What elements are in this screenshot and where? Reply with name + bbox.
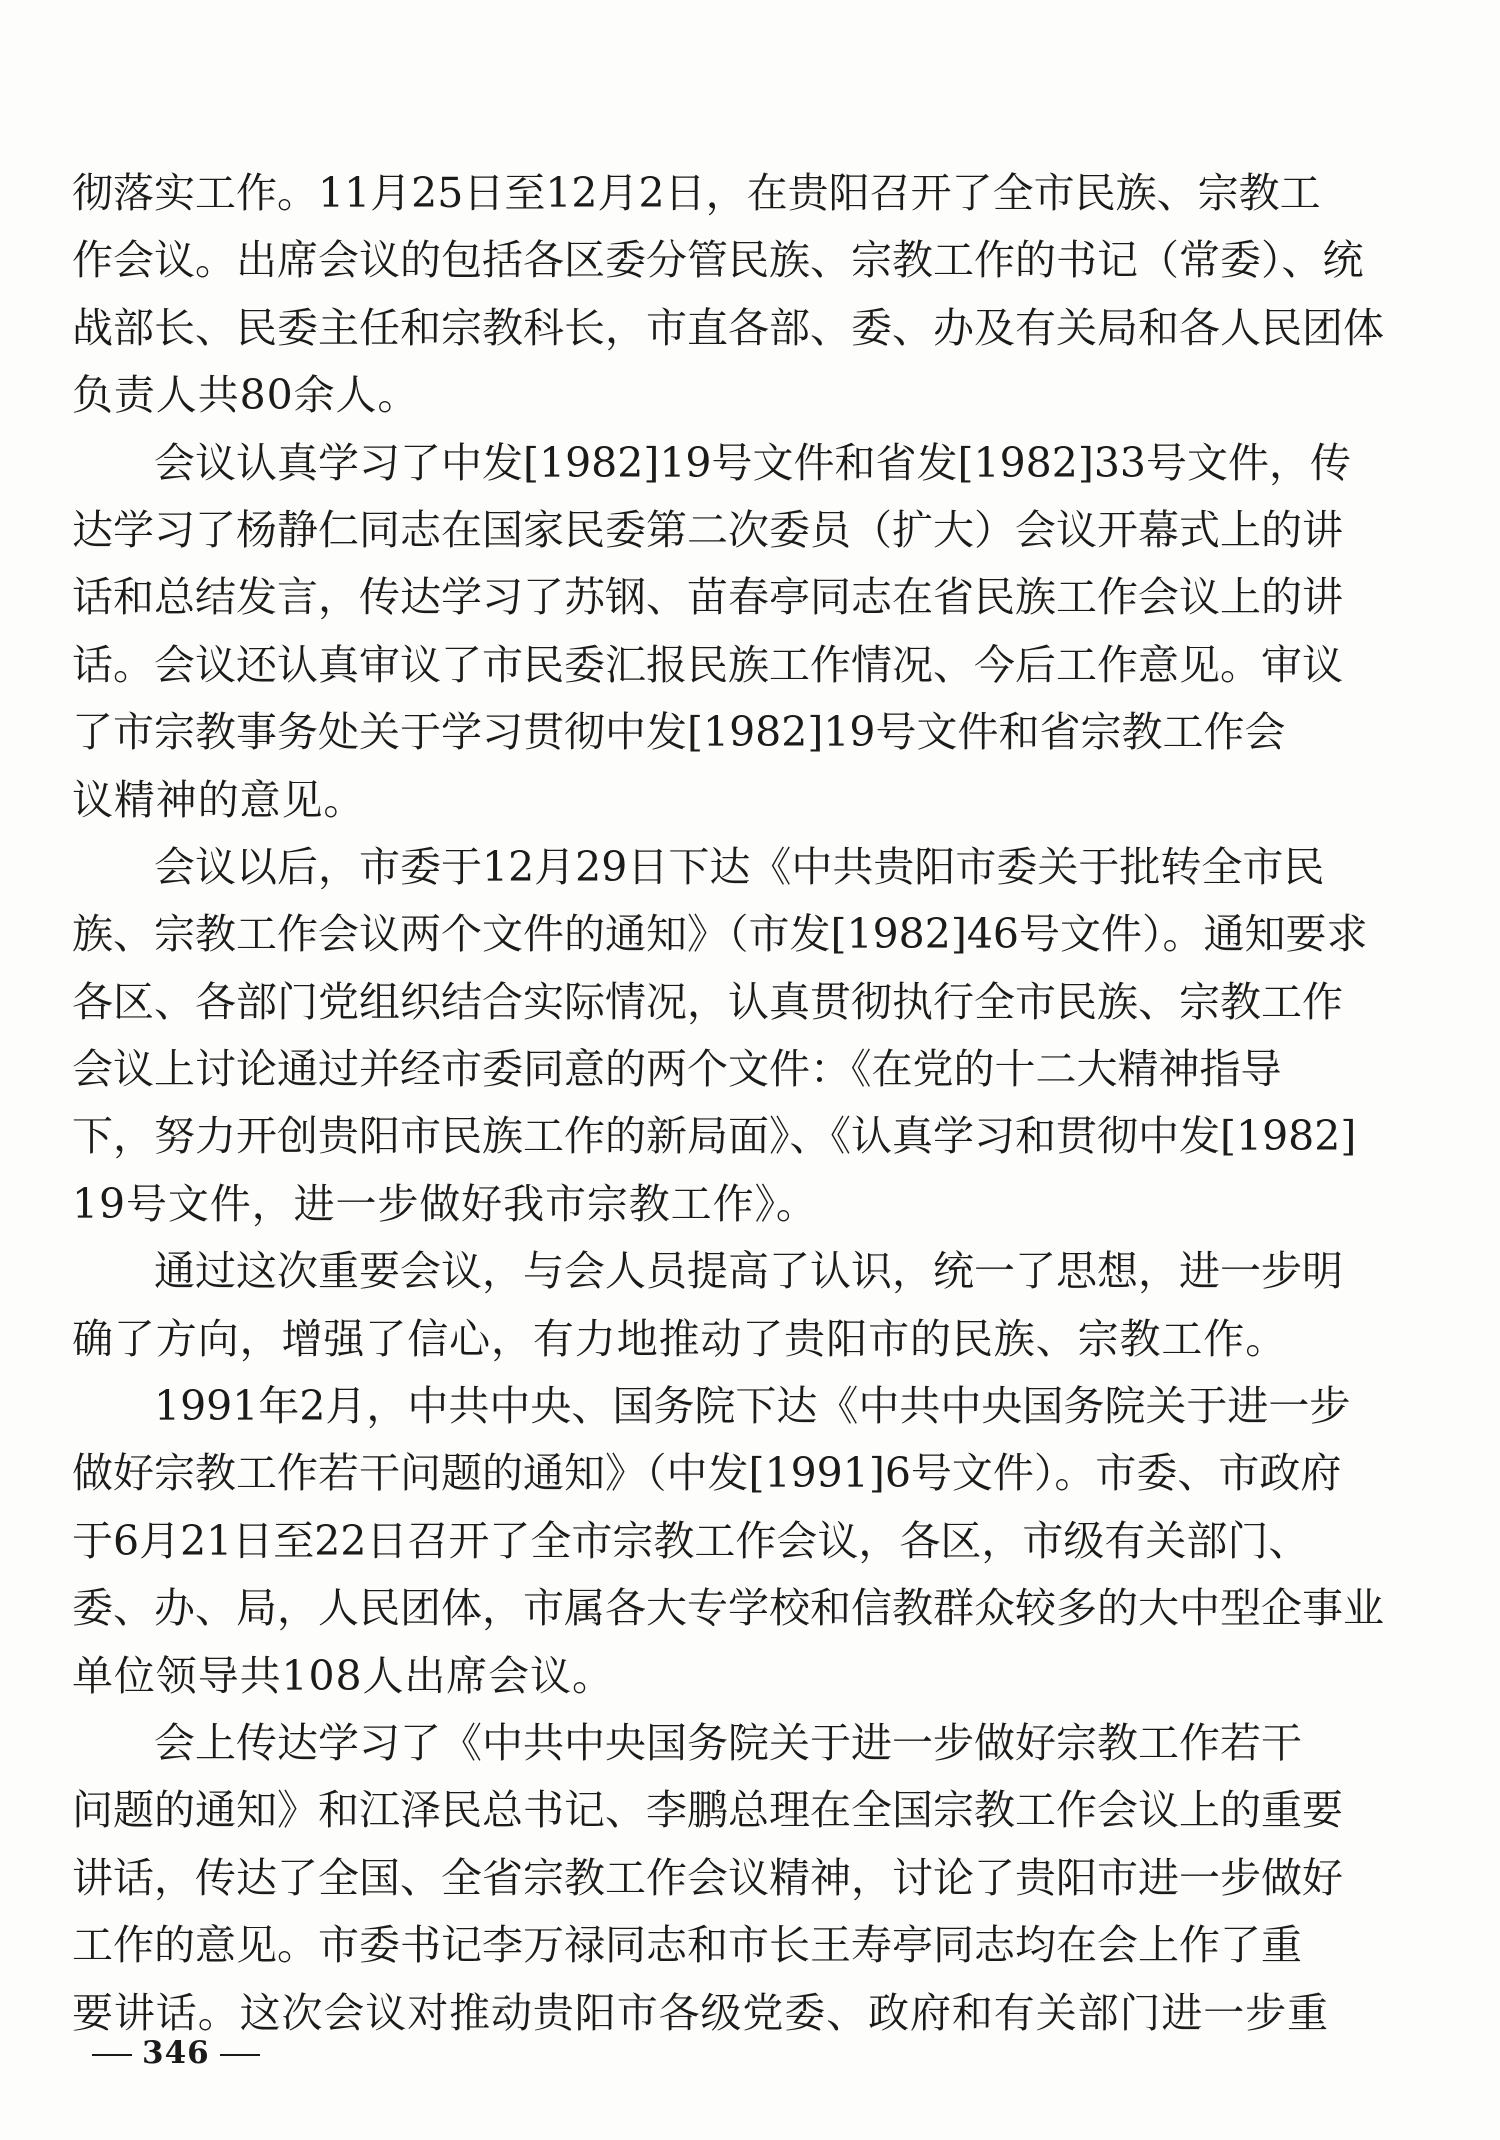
text-line: 族、宗教工作会议两个文件的通知》（市发[1982]46号文件）。通知要求: [72, 910, 1368, 959]
footer-dash-right: [220, 2054, 260, 2056]
text-line: 彻落实工作。11月25日至12月2日，在贵阳召开了全市民族、宗教工: [72, 169, 1321, 217]
text-line: 达学习了杨静仁同志在国家民委第二次委员（扩大）会议开幕式上的讲: [72, 505, 1343, 554]
page-footer: [82, 2035, 270, 2071]
page-number: 346: [142, 2035, 210, 2071]
text-line: 议精神的意见。: [72, 775, 366, 824]
text-line: 委、办、局，人民团体，市属各大专学校和信教群众较多的大中型企事业: [72, 1584, 1384, 1633]
text-line: 会上传达学习了《中共中央国务院关于进一步做好宗教工作若干: [72, 1718, 1302, 1767]
text-line: 话。会议还认真审议了市民委汇报民族工作情况、今后工作意见。审议: [72, 640, 1343, 689]
text-line: 通过这次重要会议，与会人员提高了认识，统一了思想，进一步明: [72, 1247, 1343, 1296]
text-line: 了市宗教事务处关于学习贯彻中发[1982]19号文件和省宗教工作会: [72, 708, 1286, 757]
text-line: 1991年2月，中共中央、国务院下达《中共中央国务院关于进一步: [72, 1382, 1351, 1431]
paragraph: [72, 834, 1438, 1238]
text-line: 作会议。出席会议的包括各区委分管民族、宗教工作的书记（常委）、统: [72, 236, 1364, 285]
text-line: 战部长、民委主任和宗教科长，市直各部、委、办及有关局和各人民团体: [72, 303, 1384, 352]
paragraph: [72, 1238, 1438, 1373]
text-line: 19号文件，进一步做好我市宗教工作》。: [72, 1179, 818, 1228]
text-line: 要讲话。这次会议对推动贵阳市各级党委、政府和有关部门进一步重: [72, 1988, 1329, 2037]
text-line: 会议认真学习了中发[1982]19号文件和省发[1982]33号文件，传: [72, 438, 1352, 487]
paragraph: [72, 430, 1438, 834]
paragraph: [72, 160, 1438, 430]
text-line: 问题的通知》和江泽民总书记、李鹏总理在全国宗教工作会议上的重要: [72, 1786, 1343, 1835]
text-line: 话和总结发言，传达学习了苏钢、苗春亭同志在省民族工作会议上的讲: [72, 573, 1343, 622]
paragraph: [72, 1710, 1438, 2047]
text-line: 于6月21日至22日召开了全市宗教工作会议，各区，市级有关部门、: [72, 1516, 1310, 1565]
text-line: 讲话，传达了全国、全省宗教工作会议精神，讨论了贵阳市进一步做好: [72, 1853, 1343, 1902]
text-line: 负责人共80余人。: [72, 371, 420, 420]
text-line: 做好宗教工作若干问题的通知》（中发[1991]6号文件）。市委、市政府: [72, 1449, 1342, 1498]
text-line: 会议以后，市委于12月29日下达《中共贵阳市委关于批转全市民: [72, 842, 1325, 891]
body-text: [72, 160, 1438, 2047]
text-line: 下，努力开创贵阳市民族工作的新局面》、《认真学习和贯彻中发[1982]: [72, 1112, 1357, 1161]
text-line: 工作的意见。市委书记李万禄同志和市长王寿亭同志均在会上作了重: [72, 1921, 1302, 1970]
text-line: 单位领导共108人出席会议。: [72, 1651, 614, 1700]
text-line: 各区、各部门党组织结合实际情况，认真贯彻执行全市民族、宗教工作: [72, 977, 1343, 1026]
footer-dash-left: [92, 2054, 132, 2056]
text-line: 确了方向，增强了信心，有力地推动了贵阳市的民族、宗教工作。: [72, 1314, 1288, 1363]
text-line: 会议上讨论通过并经市委同意的两个文件：《在党的十二大精神指导: [72, 1045, 1282, 1094]
paragraph: [72, 1373, 1438, 1710]
